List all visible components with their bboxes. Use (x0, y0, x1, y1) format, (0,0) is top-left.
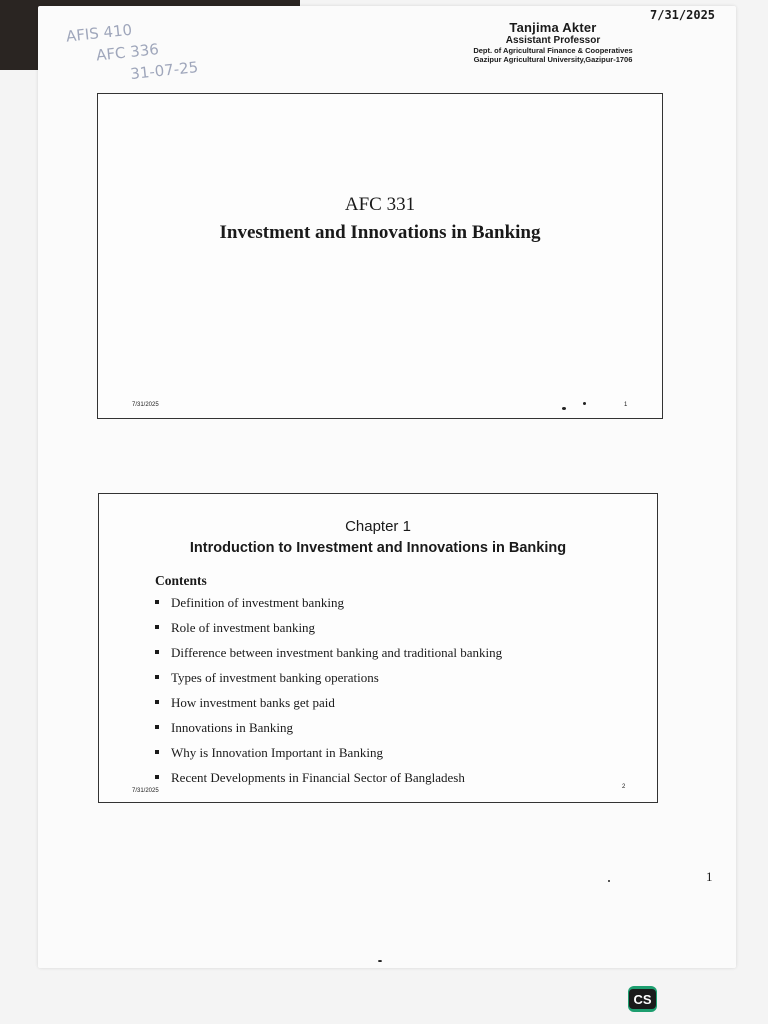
page-number: 1 (706, 869, 713, 884)
list-item-text: Definition of investment banking (171, 595, 344, 610)
bullet-icon (155, 700, 159, 704)
list-item-text: Difference between investment banking and traditional banking (171, 645, 503, 660)
scan-speck (608, 880, 610, 882)
chapter-title: Chapter 1 (345, 518, 411, 535)
author-title: Assistant Professor (505, 35, 601, 46)
handwriting-line: AFIS 410 (65, 20, 133, 46)
list-item (155, 669, 635, 694)
bullet-icon (155, 625, 159, 629)
author-name: Tanjima Akter (509, 20, 597, 35)
list-item-text: Innovations in Banking (171, 720, 294, 735)
bullet-icon (155, 675, 159, 679)
bullet-icon (155, 750, 159, 754)
author-department: Dept. of Agricultural Finance & Cooperatives (473, 46, 633, 55)
slide-2 (98, 493, 658, 803)
scan-speck (583, 402, 586, 405)
camscanner-logo (628, 986, 657, 1012)
list-item (155, 719, 635, 744)
bullet-icon (155, 600, 159, 604)
author-header (468, 20, 638, 64)
contents-list (155, 594, 635, 794)
handwriting-line: 31-07-25 (129, 58, 200, 84)
slide-1 (97, 93, 663, 419)
slide-subtitle: Investment and Innovations in Banking (219, 222, 541, 243)
list-item-text: Role of investment banking (171, 620, 316, 635)
chapter-heading: Introduction to Investment and Innovations in Banking (189, 540, 567, 556)
contents-label: Contents (155, 573, 207, 588)
slide-number: 1 (624, 402, 628, 408)
slide-number: 2 (622, 784, 626, 790)
list-item (155, 644, 635, 669)
slide-title: AFC 331 (344, 194, 416, 215)
page-date: 7/31/2025 (650, 8, 716, 22)
bullet-icon (155, 775, 159, 779)
slide-date: 7/31/2025 (132, 402, 159, 408)
scan-speck (378, 960, 382, 962)
bullet-icon (155, 650, 159, 654)
list-item-text: Recent Developments in Financial Sector of Bangladesh (171, 770, 465, 785)
list-item (155, 619, 635, 644)
list-item (155, 594, 635, 619)
scan-speck (562, 407, 566, 410)
list-item (155, 744, 635, 769)
list-item (155, 694, 635, 719)
list-item-text: Why is Innovation Important in Banking (171, 745, 383, 760)
list-item-text: How investment banks get paid (171, 695, 335, 710)
list-item-text: Types of investment banking operations (171, 670, 379, 685)
list-item (155, 769, 635, 794)
handwriting-line: AFC 336 (95, 40, 160, 65)
author-university: Gazipur Agricultural University,Gazipur-1706 (473, 55, 633, 64)
slide-date: 7/31/2025 (132, 788, 159, 794)
bullet-icon (155, 725, 159, 729)
camscanner-logo-text: CS (629, 989, 656, 1009)
